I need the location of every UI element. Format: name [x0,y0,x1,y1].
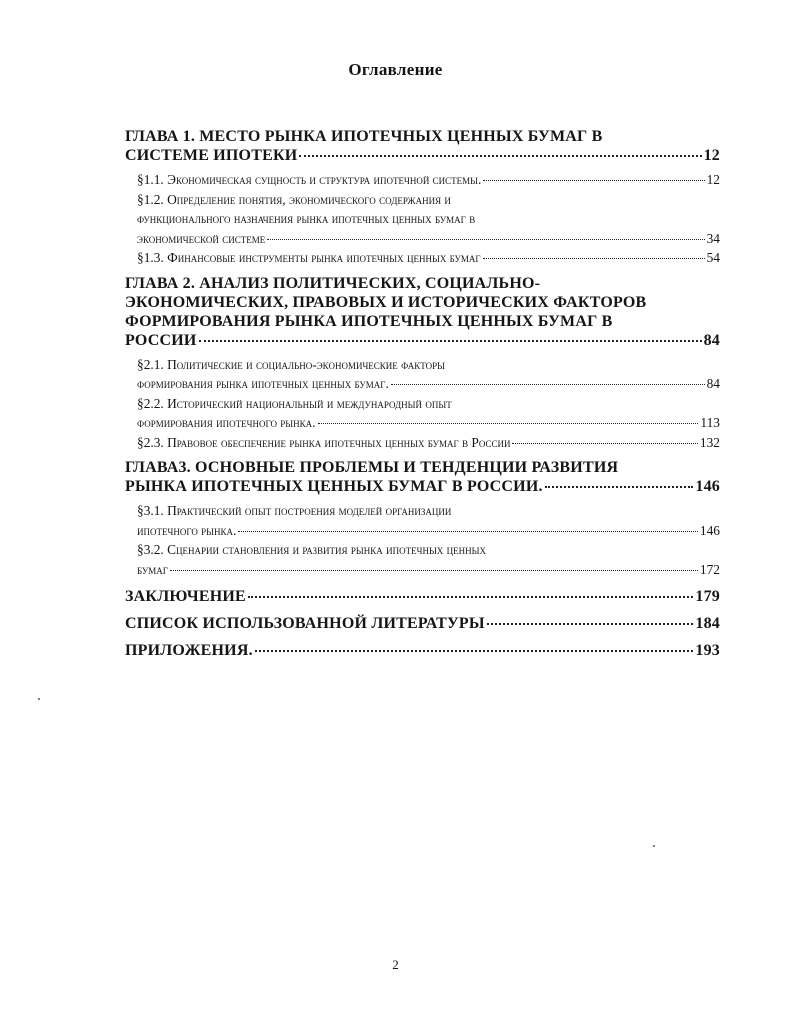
section-1-2-title-line-2: функционального назначения рынка ипотечных ценных бумаг в [137,211,476,226]
toc-section-1-2[interactable] [137,190,720,249]
appendices-page: 193 [695,642,720,659]
section-2-3-title: §2.3. Правовое обеспечение рынка ипотечных ценных бумаг в России [137,434,511,450]
section-1-2-title-line-1: §1.2. Определение понятия, экономического содержания и [137,191,451,207]
references-title: СПИСОК ИСПОЛЬЗОВАННОЙ ЛИТЕРАТУРЫ [125,615,485,632]
dot-leader [483,180,704,181]
page-number: 2 [392,957,399,972]
toc-chapter-2[interactable] [125,274,720,350]
section-3-2-page: 172 [699,561,720,577]
appendices-entry-end [125,641,720,660]
toc-section-2-3[interactable] [137,433,720,453]
references-page: 184 [695,615,720,632]
dot-leader [487,623,694,625]
dot-leader [170,570,698,571]
section-1-3-page: 54 [706,250,720,265]
section-3-1-title-line-1: §3.1. Практический опыт построения моделей организации [137,503,452,518]
chapter-1-title-line: ГЛАВА 1. МЕСТО РЫНКА ИПОТЕЧНЫХ ЦЕННЫХ БУМАГ В [125,128,603,145]
section-3-2-title-last: бумаг [137,561,168,577]
section-2-3-entry-end [137,433,720,453]
chapter-2-title-line-1: ГЛАВА 2. АНАЛИЗ ПОЛИТИЧЕСКИХ, СОЦИАЛЬНО- [125,274,541,292]
conclusion-title: ЗАКЛЮЧЕНИЕ [125,588,246,605]
dot-leader [483,258,705,259]
dot-leader [238,531,698,532]
chapter-2-sections [125,355,720,453]
section-1-1-entry-end [137,170,720,190]
table-of-contents [125,127,720,664]
toc-section-2-1[interactable] [137,355,720,394]
section-3-2-title-line-1: §3.2. Сценарии становления и развития рынка ипотечных ценных [137,542,486,557]
toc-conclusion[interactable] [125,587,720,606]
dot-leader [255,650,694,652]
toc-section-3-2[interactable] [137,540,720,579]
appendices-title: ПРИЛОЖЕНИЯ. [125,642,253,659]
toc-appendices[interactable] [125,641,720,660]
dot-leader [267,239,704,240]
dot-leader [512,443,697,444]
dot-leader [299,155,701,157]
dot-leader [545,486,694,488]
chapter-1-title-last: СИСТЕМЕ ИПОТЕКИ [125,147,298,164]
dot-leader [318,423,699,424]
section-1-2-entry-end [137,229,720,249]
section-2-2-entry-end [137,413,720,433]
chapter-3-title-last: РЫНКА ИПОТЕЧНЫХ ЦЕННЫХ БУМАГ В РОССИИ. [125,478,543,495]
chapter-3-page: 146 [695,478,720,495]
chapter-1-sections [125,170,720,268]
chapter-2-title-line-3: ФОРМИРОВАНИЯ РЫНКА ИПОТЕЧНЫХ ЦЕННЫХ БУМАГ В [125,312,613,330]
section-1-2-page: 34 [706,230,720,246]
toc-chapter-3[interactable] [125,458,720,496]
chapter-3-sections [125,501,720,579]
section-2-1-page: 84 [706,376,720,391]
toc-section-1-1[interactable] [137,170,720,190]
section-1-2-title-last: экономической системе [137,230,266,246]
section-2-1-title-line-1: §2.1. Политические и социально-экономические факторы [137,356,445,372]
section-3-1-entry-end [137,521,720,541]
section-1-3-title: §1.3. Финансовые инструменты рынка ипотечных ценных бумаг [137,250,481,265]
dot-leader [248,596,693,598]
scan-speck [38,698,40,700]
toc-section-3-1[interactable] [137,501,720,540]
section-2-2-title-last: формирования ипотечного рынка. [137,415,316,430]
section-3-1-title-last: ипотечного рынка. [137,522,237,538]
section-3-1-page: 146 [699,522,720,538]
section-2-1-title-last: формирования рынка ипотечных ценных бумаг. [137,376,389,391]
toc-section-2-2[interactable] [137,394,720,433]
chapter-2-entry-end [125,331,720,350]
section-2-3-page: 132 [699,434,720,450]
chapter-2-title-line-2: ЭКОНОМИЧЕСКИХ, ПРАВОВЫХ И ИСТОРИЧЕСКИХ ФАКТОРОВ [125,293,647,311]
chapter-2-title-last: РОССИИ [125,331,197,349]
section-2-2-title-line-1: §2.2. Исторический национальный и международный опыт [137,395,452,411]
toc-section-1-3[interactable] [137,248,720,268]
chapter-1-entry-end [125,146,720,165]
scan-speck [653,845,655,847]
section-3-2-entry-end [137,560,720,580]
toc-references[interactable] [125,614,720,633]
toc-chapter-1[interactable] [125,127,720,165]
references-entry-end [125,614,720,633]
chapter-2-page: 84 [703,331,720,349]
section-1-1-page: 12 [706,172,720,187]
toc-title: Оглавление [348,60,443,79]
dot-leader [391,384,705,385]
chapter-3-title-line-1: ГЛАВА3. ОСНОВНЫЕ ПРОБЛЕМЫ И ТЕНДЕНЦИИ РАЗВИТИЯ [125,459,619,476]
section-1-3-entry-end [137,248,720,268]
section-2-2-page: 113 [700,415,720,430]
conclusion-page: 179 [695,588,720,605]
chapter-1-page: 12 [703,147,720,164]
section-1-1-title: §1.1. Экономическая сущность и структура ипотечной системы. [137,172,482,187]
section-2-1-entry-end [137,374,720,394]
dot-leader [199,340,702,342]
conclusion-entry-end [125,587,720,606]
chapter-3-entry-end [125,477,720,496]
